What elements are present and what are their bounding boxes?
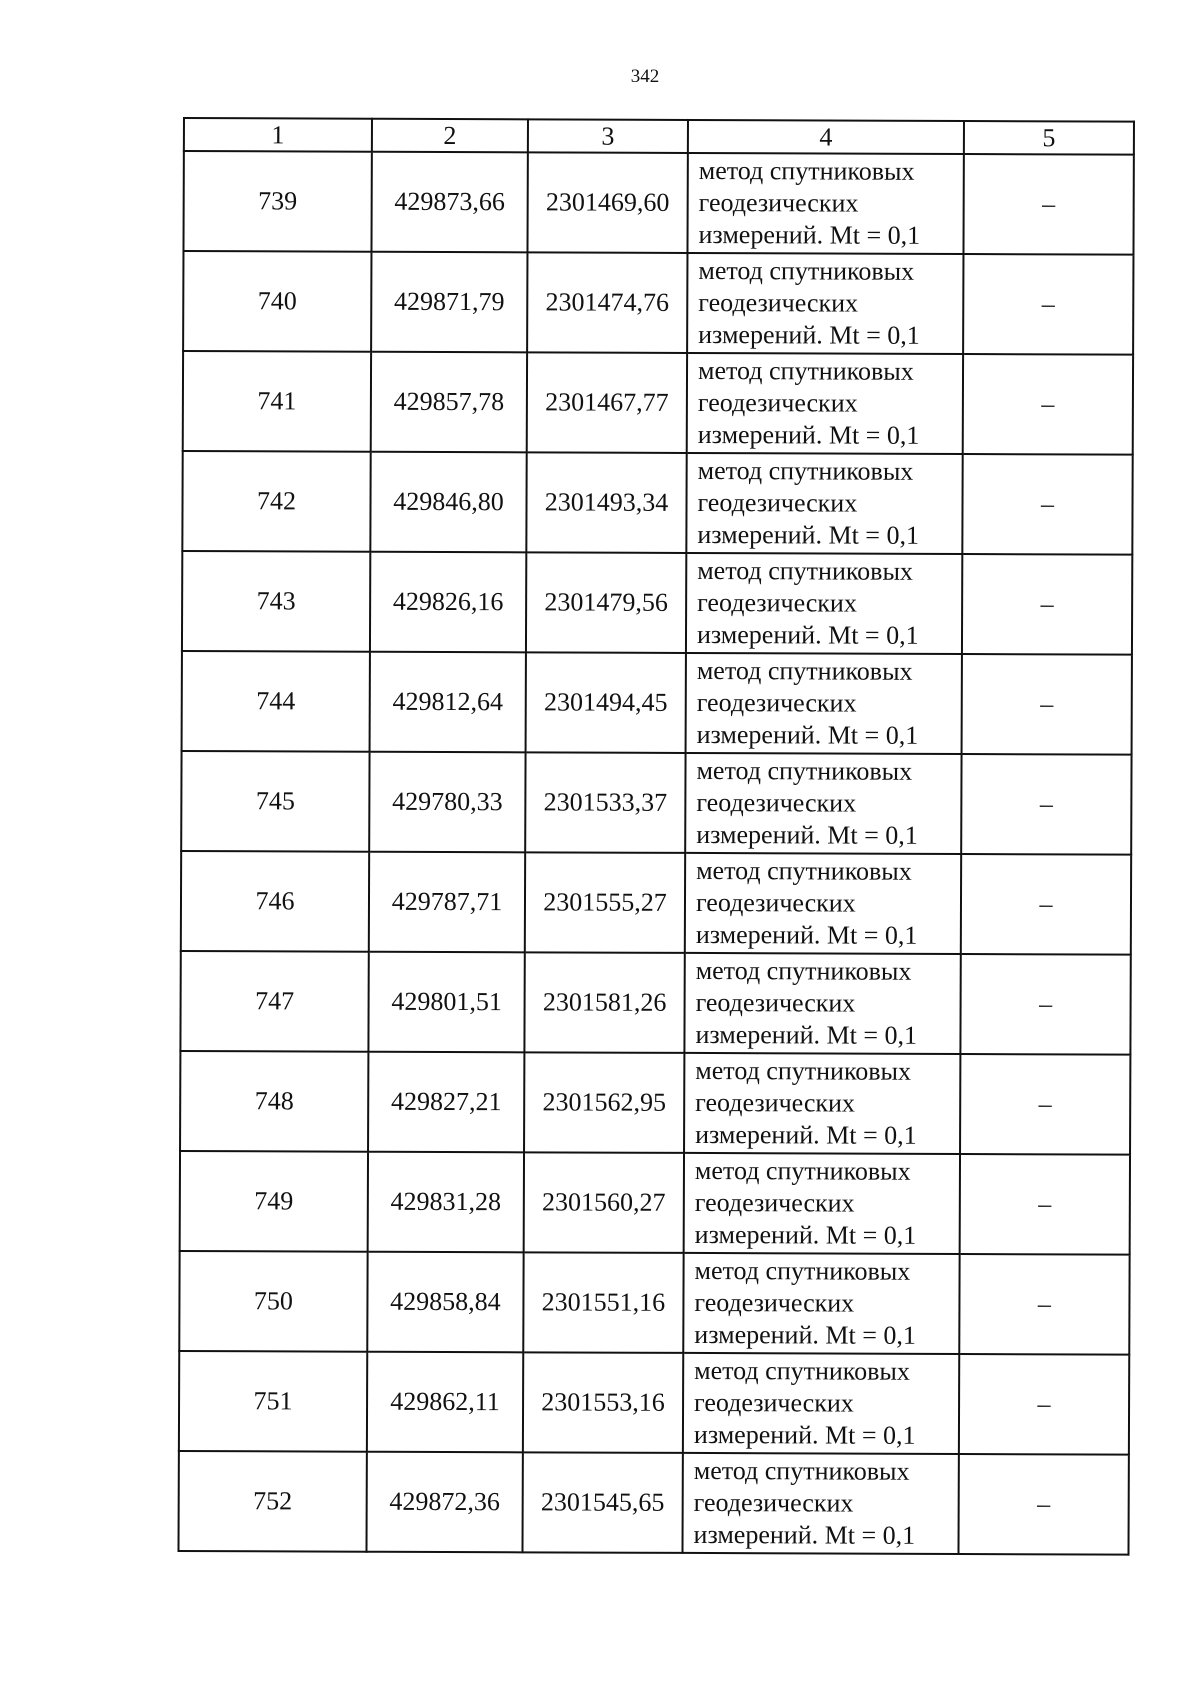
header-cell-3: 3 bbox=[528, 119, 688, 153]
note-cell: – bbox=[960, 1154, 1130, 1255]
point-number-cell: 743 bbox=[182, 551, 370, 652]
method-line: метод спутниковых bbox=[694, 1255, 911, 1286]
method-line: метод спутниковых bbox=[694, 1355, 910, 1386]
x-coordinate-cell: 429831,28 bbox=[368, 1152, 524, 1253]
method-line: метод спутниковых bbox=[697, 455, 914, 486]
table-body bbox=[178, 151, 1133, 1555]
header-cell-2: 2 bbox=[372, 119, 528, 153]
method-line: геодезических bbox=[695, 1087, 856, 1118]
x-coordinate-cell: 429872,36 bbox=[366, 1452, 522, 1553]
note-cell: – bbox=[958, 1454, 1128, 1555]
method-cell bbox=[683, 1253, 959, 1354]
y-coordinate-cell: 2301581,26 bbox=[524, 952, 684, 1053]
y-coordinate-cell: 2301551,16 bbox=[523, 1252, 683, 1353]
x-coordinate-cell: 429827,21 bbox=[368, 1052, 524, 1153]
y-coordinate-cell: 2301467,77 bbox=[527, 352, 687, 453]
method-line: измерений. Mt = 0,1 bbox=[696, 819, 918, 850]
table-row bbox=[183, 151, 1133, 255]
point-number-cell: 744 bbox=[182, 651, 370, 752]
method-line: измерений. Mt = 0,1 bbox=[693, 1519, 916, 1550]
method-line: метод спутниковых bbox=[695, 1055, 912, 1086]
method-cell bbox=[687, 253, 963, 354]
method-line: измерений. Mt = 0,1 bbox=[694, 1319, 916, 1350]
y-coordinate-cell: 2301560,27 bbox=[524, 1152, 684, 1253]
note-cell: – bbox=[960, 954, 1130, 1055]
method-line: измерений. Mt = 0,1 bbox=[698, 219, 921, 250]
point-number-cell: 742 bbox=[182, 451, 370, 552]
method-line: метод спутниковых bbox=[698, 155, 915, 186]
method-line: измерений. Mt = 0,1 bbox=[697, 419, 920, 450]
x-coordinate-cell: 429826,16 bbox=[370, 552, 526, 653]
method-line: геодезических bbox=[695, 987, 856, 1018]
x-coordinate-cell: 429846,80 bbox=[370, 452, 526, 553]
method-line: метод спутниковых bbox=[695, 955, 912, 986]
y-coordinate-cell: 2301545,65 bbox=[522, 1452, 682, 1553]
y-coordinate-cell: 2301494,45 bbox=[526, 652, 686, 753]
y-coordinate-cell: 2301533,37 bbox=[525, 752, 685, 853]
table-row bbox=[181, 751, 1131, 855]
note-cell: – bbox=[960, 1054, 1130, 1155]
header-row bbox=[184, 118, 1134, 155]
note-cell: – bbox=[959, 1354, 1129, 1455]
x-coordinate-cell: 429858,84 bbox=[367, 1252, 523, 1353]
coordinates-table bbox=[177, 117, 1135, 1556]
note-cell: – bbox=[962, 654, 1132, 755]
table-row bbox=[182, 551, 1132, 655]
y-coordinate-cell: 2301474,76 bbox=[527, 252, 687, 353]
method-cell bbox=[685, 753, 961, 854]
table-row bbox=[179, 1351, 1129, 1455]
method-line: измерений. Mt = 0,1 bbox=[697, 519, 920, 550]
x-coordinate-cell: 429812,64 bbox=[370, 652, 526, 753]
method-line: измерений. Mt = 0,1 bbox=[693, 1419, 916, 1450]
note-cell: – bbox=[962, 454, 1132, 555]
method-line: измерений. Mt = 0,1 bbox=[694, 1219, 917, 1250]
table-row bbox=[178, 1451, 1128, 1555]
table-row bbox=[180, 1051, 1130, 1155]
method-line: измерений. Mt = 0,1 bbox=[696, 619, 919, 650]
x-coordinate-cell: 429873,66 bbox=[371, 152, 527, 253]
point-number-cell: 739 bbox=[183, 151, 371, 252]
method-cell bbox=[682, 1453, 958, 1554]
point-number-cell: 752 bbox=[178, 1451, 366, 1552]
x-coordinate-cell: 429780,33 bbox=[369, 752, 525, 853]
method-cell bbox=[684, 953, 960, 1054]
point-number-cell: 749 bbox=[180, 1151, 368, 1252]
y-coordinate-cell: 2301479,56 bbox=[526, 552, 686, 653]
method-line: измерений. Mt = 0,1 bbox=[696, 719, 919, 750]
coordinates-table-wrapper bbox=[177, 117, 1133, 1556]
method-line: метод спутниковых bbox=[697, 355, 914, 386]
method-line: геодезических bbox=[698, 287, 859, 318]
method-line: метод спутниковых bbox=[694, 1155, 911, 1186]
note-cell: – bbox=[961, 854, 1131, 955]
method-line: геодезических bbox=[694, 1387, 854, 1418]
point-number-cell: 751 bbox=[179, 1351, 367, 1452]
method-line: геодезических bbox=[693, 1487, 854, 1518]
table-row bbox=[179, 1251, 1129, 1355]
method-cell bbox=[686, 653, 962, 754]
note-cell: – bbox=[963, 354, 1133, 455]
x-coordinate-cell: 429857,78 bbox=[371, 352, 527, 453]
y-coordinate-cell: 2301493,34 bbox=[526, 452, 686, 553]
header-cell-5: 5 bbox=[964, 121, 1134, 155]
method-line: измерений. Mt = 0,1 bbox=[695, 919, 918, 950]
table-row bbox=[183, 351, 1133, 455]
method-line: геодезических bbox=[694, 1287, 855, 1318]
method-line: метод спутниковых bbox=[696, 655, 913, 686]
y-coordinate-cell: 2301469,60 bbox=[527, 152, 687, 253]
table-row bbox=[181, 851, 1131, 955]
y-coordinate-cell: 2301553,16 bbox=[523, 1352, 683, 1453]
method-line: геодезических bbox=[696, 787, 857, 818]
method-line: метод спутниковых bbox=[696, 855, 912, 886]
point-number-cell: 748 bbox=[180, 1051, 368, 1152]
method-line: геодезических bbox=[698, 187, 859, 218]
method-line: геодезических bbox=[697, 387, 858, 418]
table-row bbox=[180, 951, 1130, 1055]
table-row bbox=[180, 1151, 1130, 1255]
method-line: измерений. Mt = 0,1 bbox=[695, 1019, 918, 1050]
page-number: 342 bbox=[630, 66, 660, 87]
method-line: измерений. Mt = 0,1 bbox=[695, 1119, 917, 1150]
method-cell bbox=[685, 853, 961, 954]
table-row bbox=[182, 651, 1132, 755]
method-cell bbox=[687, 353, 963, 454]
method-line: геодезических bbox=[694, 1187, 855, 1218]
note-cell: – bbox=[963, 254, 1133, 355]
table-header bbox=[184, 118, 1134, 155]
method-line: метод спутниковых bbox=[696, 755, 913, 786]
y-coordinate-cell: 2301562,95 bbox=[524, 1052, 684, 1153]
table-row bbox=[182, 451, 1132, 555]
method-cell bbox=[683, 1353, 959, 1454]
header-cell-4: 4 bbox=[688, 120, 964, 154]
method-line: измерений. Mt = 0,1 bbox=[698, 319, 920, 350]
method-line: геодезических bbox=[695, 887, 856, 918]
method-line: метод спутниковых bbox=[697, 555, 914, 586]
point-number-cell: 747 bbox=[180, 951, 368, 1052]
note-cell: – bbox=[961, 754, 1131, 855]
point-number-cell: 750 bbox=[179, 1251, 367, 1352]
header-cell-1: 1 bbox=[184, 118, 372, 152]
table-row bbox=[183, 251, 1133, 355]
note-cell: – bbox=[963, 154, 1133, 255]
method-cell bbox=[686, 453, 962, 554]
x-coordinate-cell: 429787,71 bbox=[369, 852, 525, 953]
method-cell bbox=[687, 153, 963, 254]
method-cell bbox=[684, 1153, 960, 1254]
point-number-cell: 746 bbox=[181, 851, 369, 952]
x-coordinate-cell: 429801,51 bbox=[368, 952, 524, 1053]
note-cell: – bbox=[962, 554, 1132, 655]
method-line: геодезических bbox=[696, 687, 857, 718]
x-coordinate-cell: 429871,79 bbox=[371, 252, 527, 353]
x-coordinate-cell: 429862,11 bbox=[367, 1352, 523, 1453]
y-coordinate-cell: 2301555,27 bbox=[525, 852, 685, 953]
method-line: метод спутниковых bbox=[693, 1455, 910, 1486]
point-number-cell: 745 bbox=[181, 751, 369, 852]
point-number-cell: 741 bbox=[183, 351, 371, 452]
note-cell: – bbox=[959, 1254, 1129, 1355]
method-line: метод спутниковых bbox=[698, 255, 915, 286]
method-cell bbox=[686, 553, 962, 654]
point-number-cell: 740 bbox=[183, 251, 371, 352]
method-line: геодезических bbox=[697, 487, 858, 518]
method-cell bbox=[684, 1053, 960, 1154]
method-line: геодезических bbox=[697, 587, 857, 618]
